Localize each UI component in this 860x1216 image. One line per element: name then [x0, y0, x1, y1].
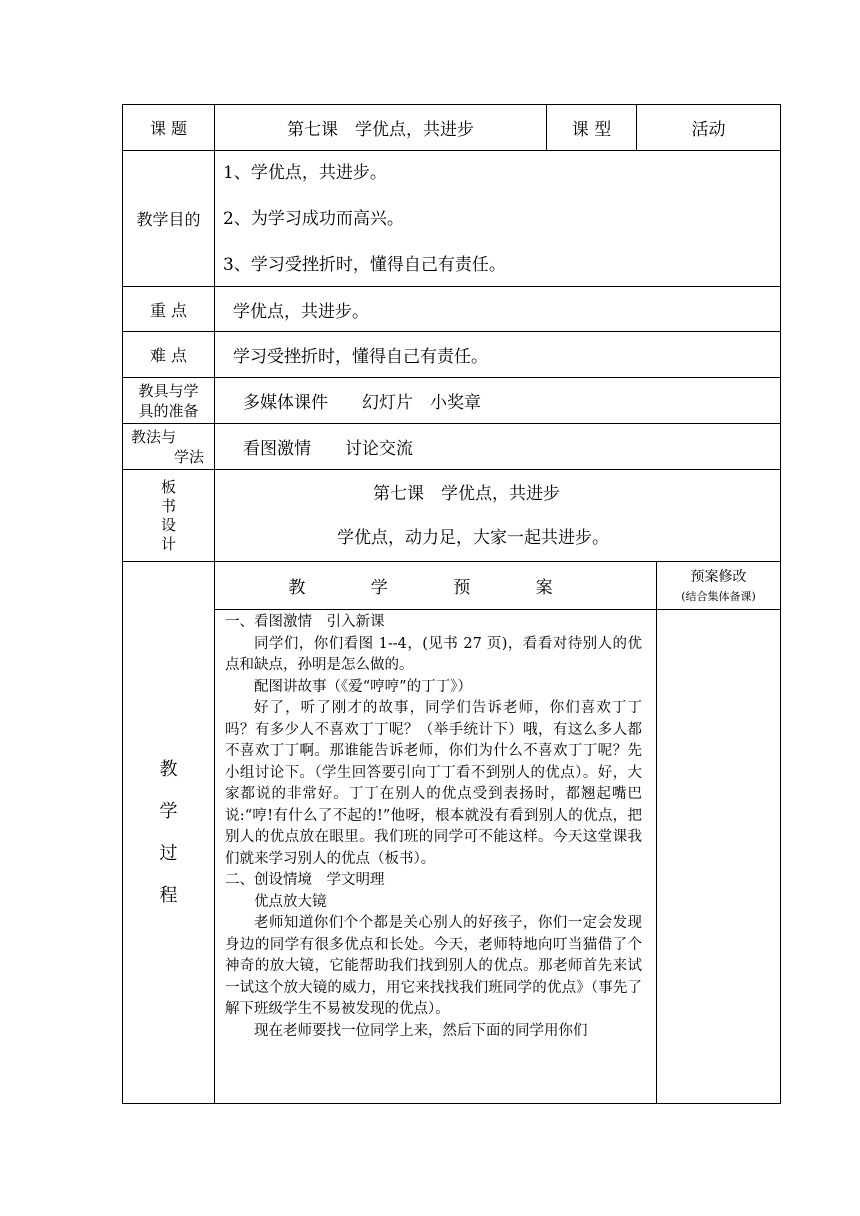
plan-body [215, 610, 656, 1042]
plan-header-cell [215, 562, 657, 610]
goal-item: 2、为学习成功而高兴。 [223, 208, 404, 229]
process-label-char: 过 [159, 842, 178, 864]
difficulty-value: 学习受挫折时，懂得自己有责任。 [233, 347, 488, 367]
goals-label: 教学目的 [136, 210, 201, 229]
row-process-header [123, 562, 781, 610]
row-method [123, 424, 781, 470]
method-value-cell [215, 424, 781, 470]
topic-title-cell [215, 105, 547, 151]
goals-cell [215, 151, 781, 287]
method-label-cell [123, 424, 215, 470]
revise-subheader: (结合集体备课) [681, 589, 756, 603]
plan-body-cell [215, 610, 657, 1104]
key-value: 学优点，共进步。 [233, 301, 369, 322]
plan-paragraph: 同学们，你们看图 1--4，(见书 27 页)，看看对待别人的优点和缺点，孙明是怎么做的。 [225, 635, 642, 673]
plan-paragraph: 一、看图激情 引入新课 [225, 614, 385, 630]
board-label-char: 设 [160, 515, 176, 534]
type-label-cell [547, 105, 637, 151]
row-board-design [123, 470, 781, 562]
goals-label-cell [123, 151, 215, 287]
row-goals [123, 151, 781, 287]
tools-label-line: 具的准备 [138, 401, 199, 420]
plan-paragraph: 好了，听了刚才的故事，同学们告诉老师，你们喜欢丁丁吗？有多少人不喜欢丁丁呢？（举手统计下）哦，有这么多人都不喜欢丁丁啊。那谁能告诉老师，你们为什么不喜欢丁丁呢？先小组讨论下。（学生回答要引向丁丁看不到别人的优点）。好，大家都说的非常好。丁丁在别人的优点受到表扬时，都翘起嘴巴说:“哼!有什么了不起的!”他呀，根本就没有看到别人的优点，把别人的优点放在眼里。我们班的同学可不能这样。今天这堂课我们就来学习别人的优点（板书）。 [225, 700, 642, 867]
tools-value: 多媒体课件 幻灯片 小奖章 [243, 393, 481, 413]
plan-paragraph: 现在老师要找一位同学上来，然后下面的同学用你们 [254, 1022, 588, 1039]
board-content-cell [215, 470, 781, 562]
plan-paragraph: 优点放大镜 [254, 893, 327, 910]
row-topic [123, 105, 781, 151]
method-label-line: 教法与 [131, 427, 177, 446]
topic-label-cell [123, 105, 215, 151]
difficulty-label-cell [123, 332, 215, 378]
tools-label-cell [123, 378, 215, 424]
difficulty-label: 难 点 [149, 346, 188, 365]
plan-paragraph: 二、创设情境 学文明理 [225, 872, 385, 888]
method-value: 看图激情 讨论交流 [243, 439, 413, 459]
row-process-body [123, 610, 781, 1104]
type-label: 课 型 [571, 120, 612, 140]
board-label-char: 书 [160, 496, 176, 515]
board-label-cell [123, 470, 215, 562]
key-label-cell [123, 287, 215, 332]
goal-item: 3、学习受挫折时，懂得自己有责任。 [223, 254, 506, 275]
key-label: 重 点 [149, 300, 188, 320]
plan-paragraph: 老师知道你们个个都是关心别人的好孩子，你们一定会发现身边的同学有很多优点和长处。今天，老师特地向叮当猫借了个神奇的放大镜，它能帮助我们找到别人的优点。那老师首先来试一试这个放大镜的威力，用它来找找我们班同学的优点》（事先了解下班级学生不易被发现的优点）。 [225, 915, 642, 1017]
board-line: 学优点，动力足，大家一起共进步。 [337, 527, 609, 548]
tools-label-line: 教具与学 [138, 381, 199, 400]
method-label-line: 学法 [173, 447, 204, 466]
board-label-char: 计 [160, 534, 176, 553]
plan-paragraph: 配图讲故事（《爱“哼哼”的丁丁》） [254, 678, 472, 695]
process-label-char: 学 [159, 800, 178, 822]
process-label-cell [123, 562, 215, 1104]
board-label-char: 板 [160, 477, 176, 496]
goal-item: 1、学优点，共进步。 [223, 162, 387, 183]
type-value-cell [637, 105, 781, 151]
revise-body-cell [657, 610, 781, 1104]
type-value: 活动 [691, 120, 726, 140]
lesson-title: 第七课 学优点，共进步 [287, 120, 474, 140]
plan-header: 教 学 预 案 [288, 578, 583, 598]
process-label-char: 程 [159, 884, 178, 906]
revise-header: 预案修改 [690, 568, 747, 585]
row-difficulty [123, 332, 781, 378]
board-line: 第七课 学优点，共进步 [373, 483, 560, 504]
topic-label: 课 题 [149, 119, 188, 138]
difficulty-value-cell [215, 332, 781, 378]
row-tools [123, 378, 781, 424]
process-label-char: 教 [159, 758, 178, 780]
lesson-plan-table [122, 104, 781, 1104]
key-value-cell [215, 287, 781, 332]
row-key-point [123, 287, 781, 332]
revise-header-cell [657, 562, 781, 610]
tools-value-cell [215, 378, 781, 424]
